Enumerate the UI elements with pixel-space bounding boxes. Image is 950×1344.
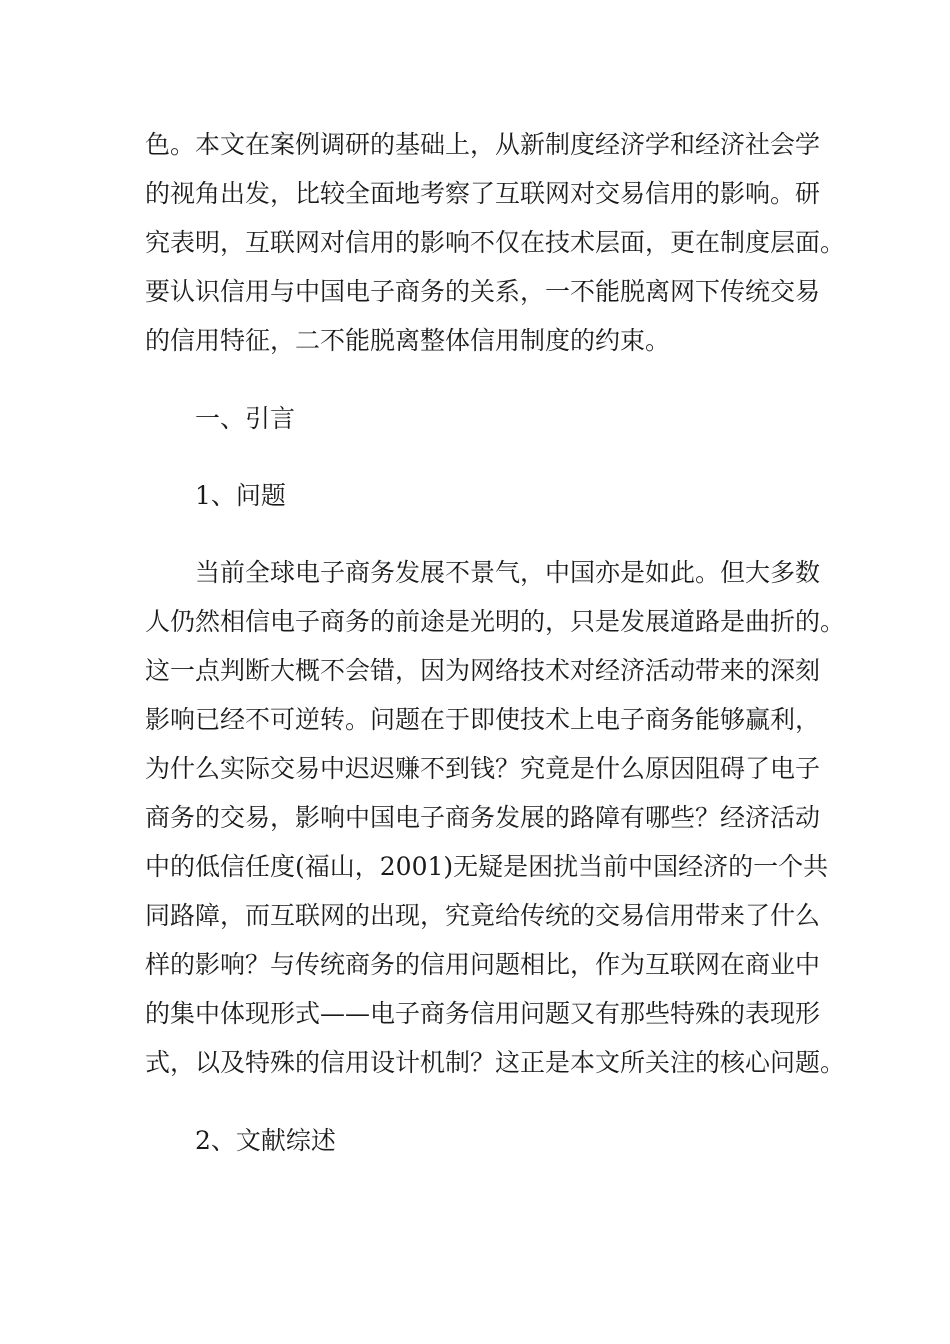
- subsection-heading: 1、问题: [195, 481, 286, 510]
- paragraph-2-line: 同路障，而互联网的出现，究竟给传统的交易信用带来了什么: [145, 901, 821, 930]
- paragraph-2-line: 当前全球电子商务发展不景气，中国亦是如此。但大多数: [195, 558, 821, 587]
- paragraph-2-line: 影响已经不可逆转。问题在于即使技术上电子商务能够赢利，: [145, 705, 821, 734]
- paragraph-1-line: 的信用特征，二不能脱离整体信用制度的约束。: [145, 326, 671, 355]
- paragraph-2-line: 商务的交易，影响中国电子商务发展的路障有哪些？经济活动: [145, 803, 821, 832]
- paragraph-1-line: 究表明，互联网对信用的影响不仅在技术层面，更在制度层面。: [145, 228, 846, 257]
- paragraph-2-line: 为什么实际交易中迟迟赚不到钱？究竟是什么原因阻碍了电子: [145, 754, 821, 783]
- paragraph-2-line: 样的影响？与传统商务的信用问题相比，作为互联网在商业中: [145, 950, 821, 979]
- subsection-heading: 2、文献综述: [195, 1126, 336, 1155]
- paragraph-1-line: 色。本文在案例调研的基础上，从新制度经济学和经济社会学: [145, 130, 821, 159]
- paragraph-2-line: 这一点判断大概不会错，因为网络技术对经济活动带来的深刻: [145, 656, 821, 685]
- paragraph-2-line: 的集中体现形式——电子商务信用问题又有那些特殊的表现形: [145, 999, 821, 1028]
- section-heading: 一、引言: [195, 404, 296, 433]
- paragraph-2-line: 中的低信任度(福山，2001)无疑是困扰当前中国经济的一个共: [145, 852, 829, 881]
- paragraph-1-line: 要认识信用与中国电子商务的关系，一不能脱离网下传统交易: [145, 277, 821, 306]
- paragraph-2-line: 式，以及特殊的信用设计机制？这正是本文所关注的核心问题。: [145, 1048, 846, 1077]
- paragraph-2-line: 人仍然相信电子商务的前途是光明的，只是发展道路是曲折的。: [145, 607, 846, 636]
- paragraph-1-line: 的视角出发，比较全面地考察了互联网对交易信用的影响。研: [145, 179, 821, 208]
